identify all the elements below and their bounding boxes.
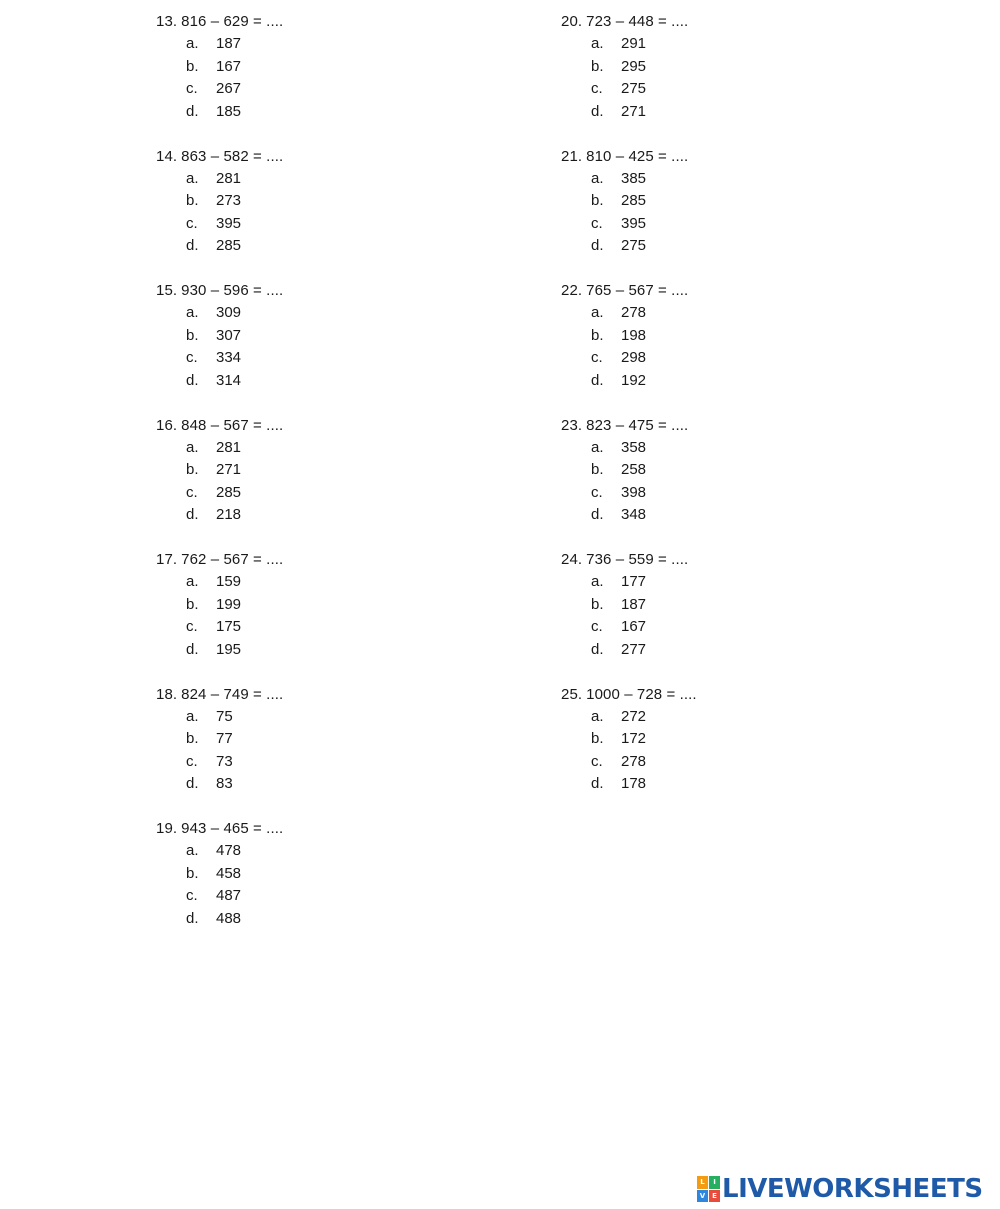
option-letter: a. <box>186 304 199 321</box>
question-number: 25. <box>561 685 583 703</box>
answer-option[interactable] <box>156 504 456 527</box>
logo-square-i: I <box>709 1176 720 1189</box>
answer-option[interactable] <box>156 571 456 594</box>
brand-text: LIVEWORKSHEETS <box>722 1174 983 1204</box>
answer-option[interactable] <box>156 302 456 325</box>
question-number: 23. <box>561 416 583 434</box>
answer-option[interactable] <box>156 840 456 863</box>
option-value: 358 <box>621 438 647 456</box>
answer-option[interactable] <box>156 616 456 639</box>
answer-option[interactable] <box>156 213 456 236</box>
option-letter: d. <box>186 371 199 389</box>
question-column-left <box>156 11 456 953</box>
question-expression: 943 – 465 = .... <box>181 820 284 837</box>
question-expression: 863 – 582 = .... <box>181 147 284 165</box>
question-line <box>561 11 861 33</box>
question-number: 22. <box>561 282 583 299</box>
question-line <box>156 549 456 571</box>
question-line <box>156 146 456 168</box>
option-value: 172 <box>621 730 647 747</box>
question-block <box>156 684 456 819</box>
answer-option[interactable] <box>156 908 456 931</box>
answer-option[interactable] <box>561 639 861 662</box>
option-value: 348 <box>621 506 647 523</box>
option-value: 77 <box>216 730 233 747</box>
answer-option[interactable] <box>156 482 456 505</box>
option-value: 398 <box>621 483 647 501</box>
option-letter: c. <box>186 752 198 770</box>
option-letter: a. <box>591 573 604 590</box>
answer-option[interactable] <box>156 459 456 482</box>
option-value: 295 <box>621 57 647 75</box>
question-block <box>156 415 456 550</box>
option-letter: d. <box>591 102 604 120</box>
question-line <box>156 11 456 33</box>
option-value: 478 <box>216 842 242 859</box>
answer-option[interactable] <box>561 571 861 594</box>
option-value: 273 <box>216 192 242 209</box>
option-value: 218 <box>216 506 242 523</box>
option-letter: a. <box>186 842 199 859</box>
answer-option[interactable] <box>156 728 456 751</box>
answer-option[interactable] <box>156 773 456 796</box>
option-value: 309 <box>216 304 242 321</box>
question-expression: 765 – 567 = .... <box>586 282 689 299</box>
option-letter: a. <box>591 304 604 321</box>
answer-option[interactable] <box>561 168 861 191</box>
answer-option[interactable] <box>156 863 456 886</box>
option-value: 314 <box>216 371 242 389</box>
option-value: 278 <box>621 752 647 770</box>
question-expression: 823 – 475 = .... <box>586 416 689 434</box>
option-letter: c. <box>186 887 198 904</box>
logo-square-e: E <box>709 1190 720 1203</box>
option-letter: d. <box>186 102 199 120</box>
option-letter: b. <box>591 57 604 75</box>
answer-option[interactable] <box>156 168 456 191</box>
question-block <box>156 818 456 953</box>
answer-option[interactable] <box>156 639 456 662</box>
option-value: 285 <box>216 237 242 254</box>
answer-option[interactable] <box>561 751 861 774</box>
answer-option[interactable] <box>156 33 456 56</box>
answer-option[interactable] <box>561 325 861 348</box>
option-value: 192 <box>621 371 647 389</box>
option-letter: d. <box>186 640 199 658</box>
answer-option[interactable] <box>156 885 456 908</box>
option-letter: d. <box>591 775 604 792</box>
question-expression: 824 – 749 = .... <box>181 685 284 703</box>
answer-option[interactable] <box>561 616 861 639</box>
question-expression: 736 – 559 = .... <box>586 551 689 568</box>
option-value: 285 <box>621 192 647 209</box>
question-line <box>156 818 456 840</box>
option-letter: b. <box>186 730 199 747</box>
answer-option[interactable] <box>561 302 861 325</box>
question-number: 17. <box>156 551 178 568</box>
answer-option[interactable] <box>561 235 861 258</box>
answer-option[interactable] <box>561 101 861 124</box>
option-value: 195 <box>216 640 242 658</box>
option-letter: c. <box>186 483 198 501</box>
answer-option[interactable] <box>561 594 861 617</box>
answer-option[interactable] <box>156 190 456 213</box>
option-value: 271 <box>216 461 242 478</box>
answer-option[interactable] <box>561 347 861 370</box>
option-value: 258 <box>621 461 647 478</box>
option-value: 278 <box>621 304 647 321</box>
option-letter: a. <box>186 35 199 52</box>
option-letter: d. <box>186 237 199 254</box>
option-value: 167 <box>621 618 647 635</box>
option-letter: b. <box>186 595 199 613</box>
option-value: 281 <box>216 169 242 187</box>
option-letter: b. <box>186 192 199 209</box>
question-block <box>561 11 861 146</box>
option-letter: c. <box>186 80 198 97</box>
option-letter: b. <box>591 192 604 209</box>
question-line <box>561 280 861 302</box>
answer-option[interactable] <box>156 325 456 348</box>
question-block <box>561 549 861 684</box>
question-number: 18. <box>156 685 178 703</box>
answer-option[interactable] <box>561 190 861 213</box>
option-letter: c. <box>591 483 603 501</box>
answer-option[interactable] <box>561 459 861 482</box>
logo-square-l: L <box>697 1176 708 1189</box>
option-letter: c. <box>591 80 603 97</box>
option-value: 159 <box>216 573 242 590</box>
question-column-right <box>561 11 861 818</box>
option-letter: b. <box>186 326 199 344</box>
question-expression: 810 – 425 = .... <box>586 147 689 165</box>
option-value: 178 <box>621 775 647 792</box>
answer-option[interactable] <box>561 504 861 527</box>
answer-option[interactable] <box>561 33 861 56</box>
question-line <box>156 415 456 437</box>
option-value: 187 <box>216 35 242 52</box>
question-line <box>561 146 861 168</box>
option-letter: a. <box>186 707 199 725</box>
option-value: 395 <box>216 214 242 232</box>
question-expression: 723 – 448 = .... <box>586 13 689 30</box>
option-letter: a. <box>591 169 604 187</box>
option-letter: c. <box>186 618 198 635</box>
answer-option[interactable] <box>156 347 456 370</box>
option-value: 199 <box>216 595 242 613</box>
answer-option[interactable] <box>156 56 456 79</box>
question-block <box>156 146 456 281</box>
answer-option[interactable] <box>561 728 861 751</box>
question-number: 24. <box>561 551 583 568</box>
answer-option[interactable] <box>156 437 456 460</box>
option-letter: b. <box>591 461 604 478</box>
answer-option[interactable] <box>156 235 456 258</box>
option-letter: b. <box>186 864 199 882</box>
option-letter: c. <box>591 618 603 635</box>
question-expression: 1000 – 728 = .... <box>586 685 697 703</box>
option-letter: c. <box>186 349 198 366</box>
option-letter: b. <box>186 461 199 478</box>
option-letter: d. <box>591 640 604 658</box>
option-value: 488 <box>216 909 242 927</box>
answer-option[interactable] <box>561 78 861 101</box>
question-expression: 762 – 567 = .... <box>181 551 284 568</box>
option-letter: a. <box>591 438 604 456</box>
option-value: 307 <box>216 326 242 344</box>
question-number: 14. <box>156 147 178 165</box>
answer-option[interactable] <box>156 594 456 617</box>
answer-option[interactable] <box>561 482 861 505</box>
option-letter: b. <box>186 57 199 75</box>
question-number: 13. <box>156 13 178 30</box>
answer-option[interactable] <box>156 370 456 393</box>
option-value: 291 <box>621 35 647 52</box>
option-letter: d. <box>186 775 199 792</box>
option-value: 83 <box>216 775 233 792</box>
question-block <box>561 280 861 415</box>
option-letter: d. <box>591 371 604 389</box>
liveworksheets-logo-icon <box>697 1176 720 1202</box>
option-letter: d. <box>186 506 199 523</box>
option-value: 272 <box>621 707 647 725</box>
option-value: 298 <box>621 349 647 366</box>
answer-option[interactable] <box>156 78 456 101</box>
option-letter: c. <box>591 349 603 366</box>
option-value: 267 <box>216 80 242 97</box>
question-number: 15. <box>156 282 178 299</box>
question-line <box>561 415 861 437</box>
question-expression: 930 – 596 = .... <box>181 282 284 299</box>
option-value: 395 <box>621 214 647 232</box>
option-letter: d. <box>186 909 199 927</box>
option-value: 285 <box>216 483 242 501</box>
question-line <box>561 549 861 571</box>
question-expression: 816 – 629 = .... <box>181 13 284 30</box>
answer-option[interactable] <box>156 101 456 124</box>
answer-option[interactable] <box>561 370 861 393</box>
option-value: 458 <box>216 864 242 882</box>
option-letter: b. <box>591 730 604 747</box>
option-letter: c. <box>186 214 198 232</box>
option-letter: a. <box>591 35 604 52</box>
answer-option[interactable] <box>561 437 861 460</box>
question-block <box>561 415 861 550</box>
option-value: 281 <box>216 438 242 456</box>
option-value: 487 <box>216 887 242 904</box>
question-number: 21. <box>561 147 583 165</box>
question-expression: 848 – 567 = .... <box>181 416 284 434</box>
option-letter: c. <box>591 214 603 232</box>
question-block <box>561 684 861 819</box>
question-line <box>561 684 861 706</box>
option-value: 275 <box>621 80 647 97</box>
option-value: 175 <box>216 618 242 635</box>
option-value: 277 <box>621 640 647 658</box>
option-value: 187 <box>621 595 647 613</box>
option-letter: b. <box>591 595 604 613</box>
option-letter: d. <box>591 237 604 254</box>
question-number: 20. <box>561 13 583 30</box>
answer-option[interactable] <box>156 706 456 729</box>
liveworksheets-brand <box>697 1174 983 1204</box>
option-value: 167 <box>216 57 242 75</box>
answer-option[interactable] <box>156 751 456 774</box>
answer-option[interactable] <box>561 213 861 236</box>
option-value: 198 <box>621 326 647 344</box>
question-line <box>156 684 456 706</box>
option-value: 334 <box>216 349 242 366</box>
question-number: 16. <box>156 416 178 434</box>
question-block <box>156 11 456 146</box>
logo-square-v: V <box>697 1190 708 1203</box>
option-letter: a. <box>591 707 604 725</box>
option-value: 73 <box>216 752 233 770</box>
question-number: 19. <box>156 820 178 837</box>
option-value: 275 <box>621 237 647 254</box>
question-block <box>156 280 456 415</box>
option-letter: a. <box>186 169 199 187</box>
option-letter: d. <box>591 506 604 523</box>
option-value: 75 <box>216 707 233 725</box>
option-letter: c. <box>591 752 603 770</box>
option-letter: a. <box>186 438 199 456</box>
answer-option[interactable] <box>561 706 861 729</box>
option-value: 385 <box>621 169 647 187</box>
option-value: 185 <box>216 102 242 120</box>
question-block <box>561 146 861 281</box>
answer-option[interactable] <box>561 56 861 79</box>
option-value: 271 <box>621 102 647 120</box>
question-line <box>156 280 456 302</box>
option-letter: a. <box>186 573 199 590</box>
answer-option[interactable] <box>561 773 861 796</box>
question-block <box>156 549 456 684</box>
option-value: 177 <box>621 573 647 590</box>
option-letter: b. <box>591 326 604 344</box>
